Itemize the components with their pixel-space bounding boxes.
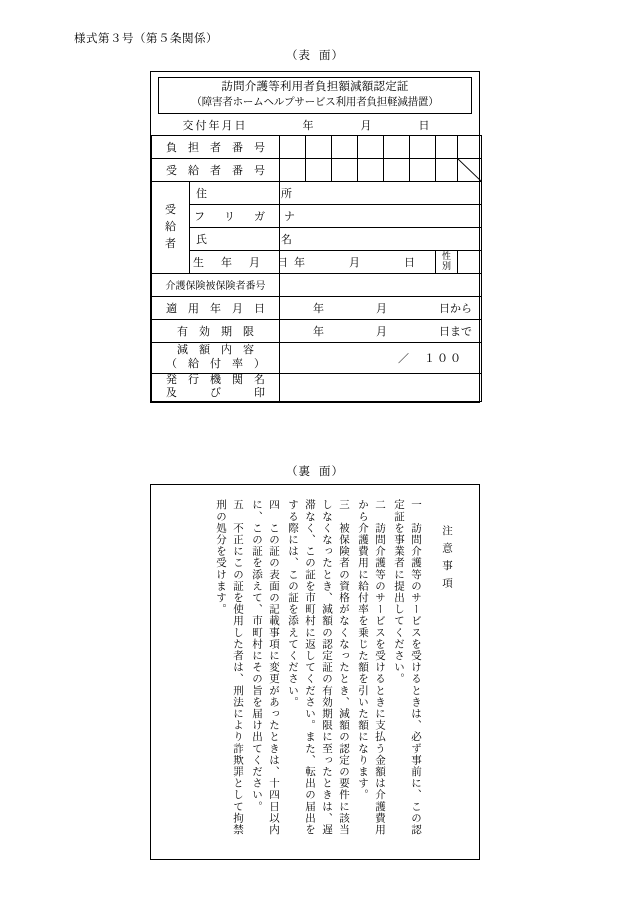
issue-date-year: 年: [302, 119, 314, 132]
note-item-4: 四 この証の表面の記載事項に変更があったときは、十四日以内に、この証を添えて、市町村にその旨を届け出てください。: [251, 499, 279, 836]
payer-number-cell-2[interactable]: [306, 135, 332, 158]
diagonal-strike-icon: [458, 159, 481, 181]
issuer-label-line2: 及 び 印: [166, 387, 265, 400]
address-value[interactable]: [280, 181, 482, 204]
table-row-birth-date: [152, 250, 482, 273]
issuer-label-line1: 発 行 機 関 名: [166, 373, 265, 386]
table-row-recipient-number: [152, 158, 482, 181]
front-caption-right: 面）: [319, 50, 344, 62]
sex-label: [436, 250, 458, 273]
payer-number-cell-5[interactable]: [384, 135, 410, 158]
payer-number-cell-3[interactable]: [332, 135, 358, 158]
table-row-reduction: [152, 342, 482, 373]
back-caption-right: 面）: [319, 466, 344, 478]
name-value[interactable]: [280, 227, 482, 250]
payer-number-cell-6[interactable]: [410, 135, 436, 158]
sex-value[interactable]: [458, 250, 482, 273]
table-row-issuer: [152, 373, 482, 402]
table-row-furigana: [152, 204, 482, 227]
insured-number-label: 介護保険被保険者番号: [152, 273, 280, 296]
note-item-3: 三 被保険者の資格がなくなったとき、減額の認定の要件に該当しなくなったとき、減額の認定証の有効期限に至ったときは、遅滞なく、この証を市町村に返してください。また、転出の届出をする際には、この証を添えてください。: [287, 499, 349, 836]
valid-until-value[interactable]: [280, 319, 482, 342]
valid-month-mark: 月: [376, 325, 387, 338]
payer-number-label: 負 担 者 番 号: [152, 135, 280, 158]
table-row-insured-number: [152, 273, 482, 296]
payer-number-cell-1[interactable]: [280, 135, 306, 158]
valid-until-label: 有 効 期 限: [152, 319, 280, 342]
note-item-5: 五 不正にこの証を使用した者は、刑法により詐欺罪として拘禁刑の処分を受けます。: [215, 499, 243, 836]
recipient-number-cell-3[interactable]: [332, 158, 358, 181]
insured-number-value[interactable]: [280, 273, 482, 296]
certificate-back-card: [150, 484, 480, 860]
table-row-payer-number: [152, 135, 482, 158]
recipient-number-cell-7[interactable]: [436, 158, 458, 181]
apply-day-suffix: 日から: [439, 302, 472, 315]
certificate-table: [151, 135, 482, 403]
table-row-apply-date: [152, 296, 482, 319]
payer-number-cell-7[interactable]: [436, 135, 458, 158]
issue-date-fields: [279, 117, 479, 133]
apply-date-label: 適 用 年 月 日: [152, 296, 280, 319]
valid-day-suffix: 日まで: [439, 325, 472, 338]
notes-heading: 注意事項: [441, 525, 452, 595]
issue-date-month: 月: [360, 119, 372, 132]
reduction-label-line2: （ 給 付 率 ）: [166, 357, 265, 370]
address-label: 住 所: [190, 181, 280, 204]
apply-month-mark: 月: [376, 302, 387, 315]
birth-date-label: 生 年 月 日: [190, 250, 280, 273]
certificate-title: 訪問介護等利用者負担額減額認定証: [221, 81, 409, 93]
issuer-value[interactable]: [280, 373, 482, 402]
front-caption-left: （表: [286, 50, 311, 62]
reduction-ratio-text: ／ １００: [398, 352, 463, 365]
certificate-title-box: [158, 77, 472, 114]
name-label: 氏 名: [190, 227, 280, 250]
front-side-caption: [0, 47, 630, 63]
issue-date-row: [151, 116, 479, 135]
recipient-number-label: 受 給 者 番 号: [152, 158, 280, 181]
form-number: 様式第３号（第５条関係）: [74, 33, 218, 45]
notes-block: [210, 499, 465, 839]
back-side-caption: [0, 463, 630, 479]
furigana-label: フ リ ガ ナ: [190, 204, 280, 227]
apply-year-mark: 年: [313, 302, 324, 315]
recipient-number-cell-4[interactable]: [358, 158, 384, 181]
recipient-number-cell-5[interactable]: [384, 158, 410, 181]
birth-month-mark: 月: [349, 256, 360, 269]
certificate-front-card: [150, 71, 480, 403]
back-caption-left: （裏: [286, 466, 311, 478]
apply-date-value[interactable]: [280, 296, 482, 319]
reduction-label-line1: 減 額 内 容: [177, 343, 254, 356]
payer-number-cell-4[interactable]: [358, 135, 384, 158]
sex-label-line1: 性: [441, 251, 451, 262]
table-row-name: [152, 227, 482, 250]
reduction-value[interactable]: [280, 342, 482, 373]
recipient-group-label: 受 給 者: [152, 181, 190, 273]
birth-day-mark: 日: [404, 256, 415, 269]
issuer-label: [152, 373, 280, 402]
birth-date-value[interactable]: [280, 250, 436, 273]
issue-date-label: 交付年月日: [182, 119, 248, 132]
note-item-1: 一 訪問介護等のサービスを受けるときは、必ず事前に、この認定証を事業者に提出してください。: [393, 499, 421, 836]
payer-number-cell-8[interactable]: [458, 135, 482, 158]
issue-date-day: 日: [418, 119, 430, 132]
recipient-number-cell-2[interactable]: [306, 158, 332, 181]
reduction-label: [152, 342, 280, 373]
recipient-number-cell-1[interactable]: [280, 158, 306, 181]
recipient-number-check-digit-cell[interactable]: [458, 158, 482, 181]
table-row-valid-until: [152, 319, 482, 342]
table-row-address: [152, 181, 482, 204]
certificate-subtitle: （障害者ホームヘルプサービス利用者負担軽減措置）: [191, 96, 439, 108]
note-item-2: 二 訪問介護等のサービスを受けるときに支払う金額は介護費用から介護費用に給付率を乗じた額を引いた額になります。: [357, 499, 385, 836]
valid-year-mark: 年: [313, 325, 324, 338]
furigana-value[interactable]: [280, 204, 482, 227]
recipient-number-cell-6[interactable]: [410, 158, 436, 181]
sex-label-line2: 別: [441, 260, 451, 271]
birth-year-mark: 年: [294, 256, 305, 269]
